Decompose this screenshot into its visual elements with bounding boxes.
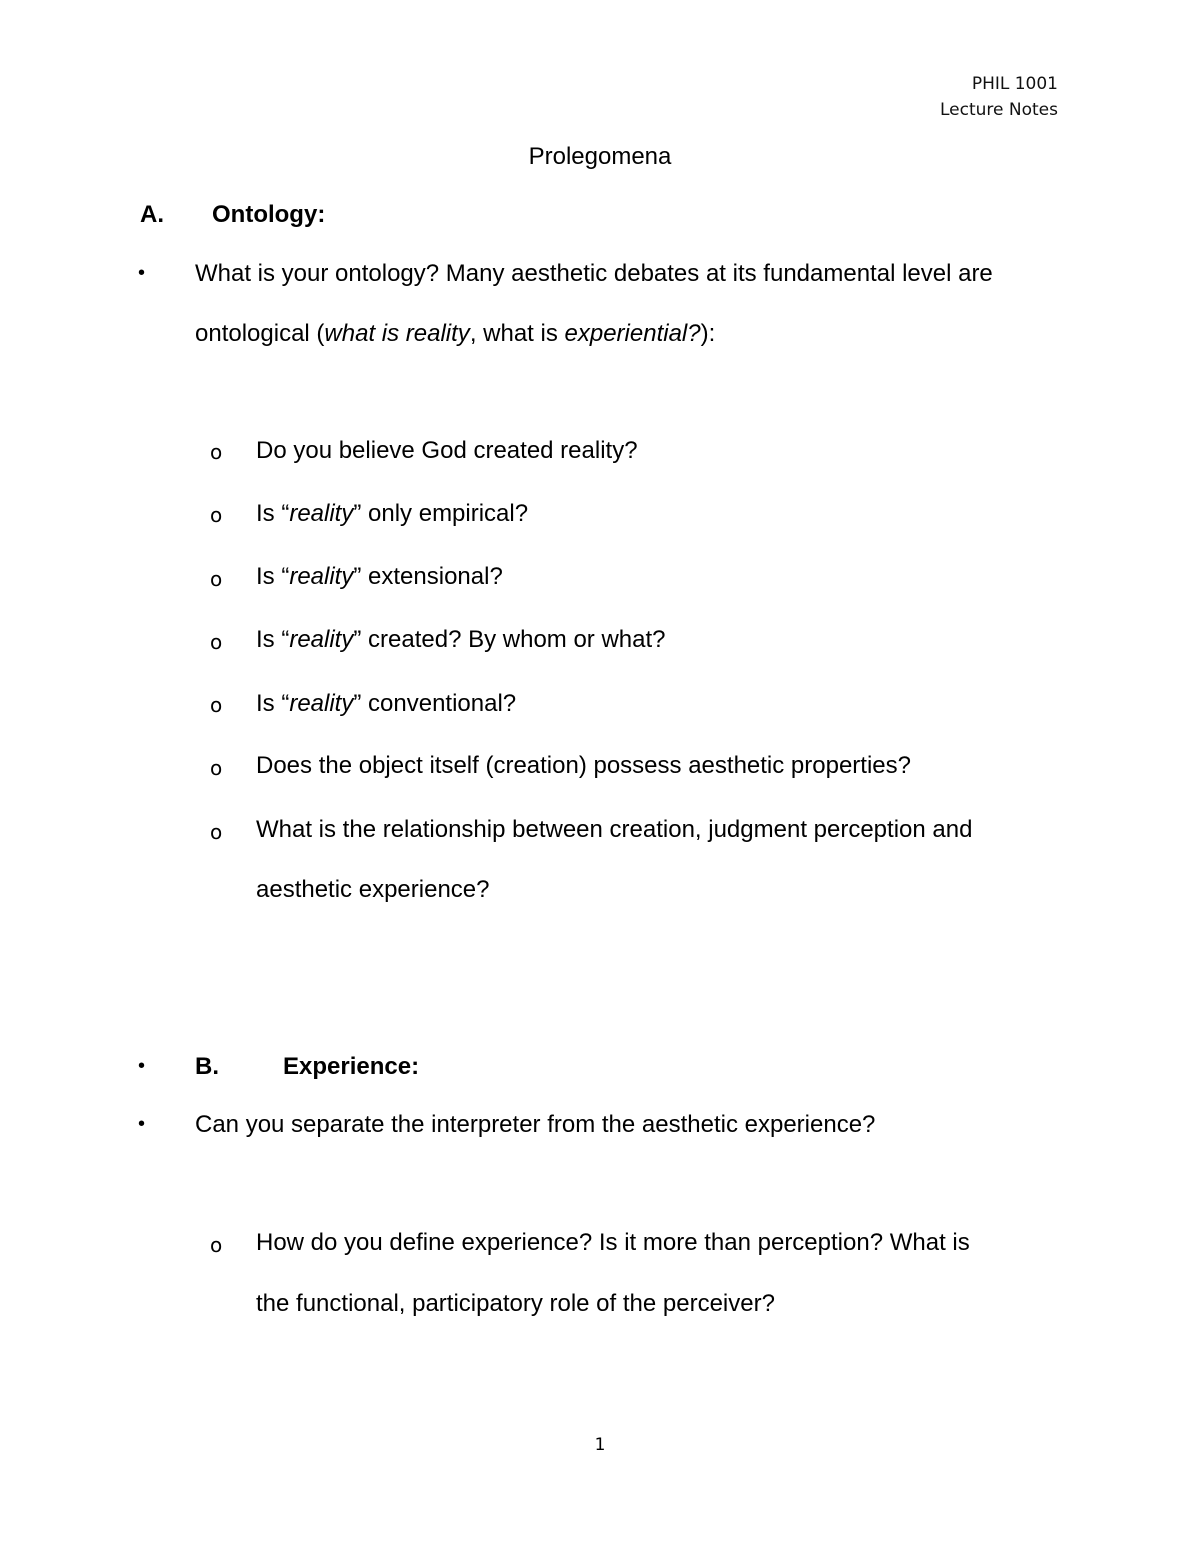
bullet-marker: • xyxy=(138,262,146,284)
question-extensional: Is “reality” extensional? xyxy=(256,563,503,590)
section-b-heading: Experience: xyxy=(283,1053,420,1080)
sub-bullet-marker: o xyxy=(210,567,223,591)
sub-bullet-marker: o xyxy=(210,630,223,654)
section-b-letter: B. xyxy=(195,1053,219,1080)
sub-bullet-marker: o xyxy=(210,503,223,527)
header-course: PHIL 1001 xyxy=(971,74,1058,94)
header-subtitle: Lecture Notes xyxy=(940,100,1058,120)
sub-bullet-marker: o xyxy=(210,756,223,780)
section-a-heading: Ontology: xyxy=(212,201,326,228)
page-title: Prolegomena xyxy=(528,143,672,170)
question-define-experience-line1: How do you define experience? Is it more than perception? What is xyxy=(256,1229,970,1256)
bullet-marker: • xyxy=(138,1113,146,1135)
sub-bullet-marker: o xyxy=(210,1233,223,1257)
section-a-letter: A. xyxy=(140,201,164,228)
question-relationship-line2: aesthetic experience? xyxy=(256,876,490,903)
section-a-intro-line1: What is your ontology? Many aesthetic debates at its fundamental level are xyxy=(195,260,993,287)
question-relationship-line1: What is the relationship between creation, judgment perception and xyxy=(256,816,973,843)
sub-bullet-marker: o xyxy=(210,693,223,717)
question-god-created: Do you believe God created reality? xyxy=(256,437,638,464)
sub-bullet-marker: o xyxy=(210,440,223,464)
question-define-experience-line2: the functional, participatory role of the perceiver? xyxy=(256,1290,775,1317)
question-object-properties: Does the object itself (creation) possess aesthetic properties? xyxy=(256,752,911,779)
sub-bullet-marker: o xyxy=(210,820,223,844)
question-empirical: Is “reality” only empirical? xyxy=(256,500,529,527)
section-a-intro-line2: ontological (what is reality, what is experiential?): xyxy=(195,320,716,347)
page-number: 1 xyxy=(594,1435,606,1455)
question-created: Is “reality” created? By whom or what? xyxy=(256,626,666,653)
section-b-intro: Can you separate the interpreter from the aesthetic experience? xyxy=(195,1111,876,1138)
bullet-marker: • xyxy=(138,1055,146,1077)
question-conventional: Is “reality” conventional? xyxy=(256,690,517,717)
